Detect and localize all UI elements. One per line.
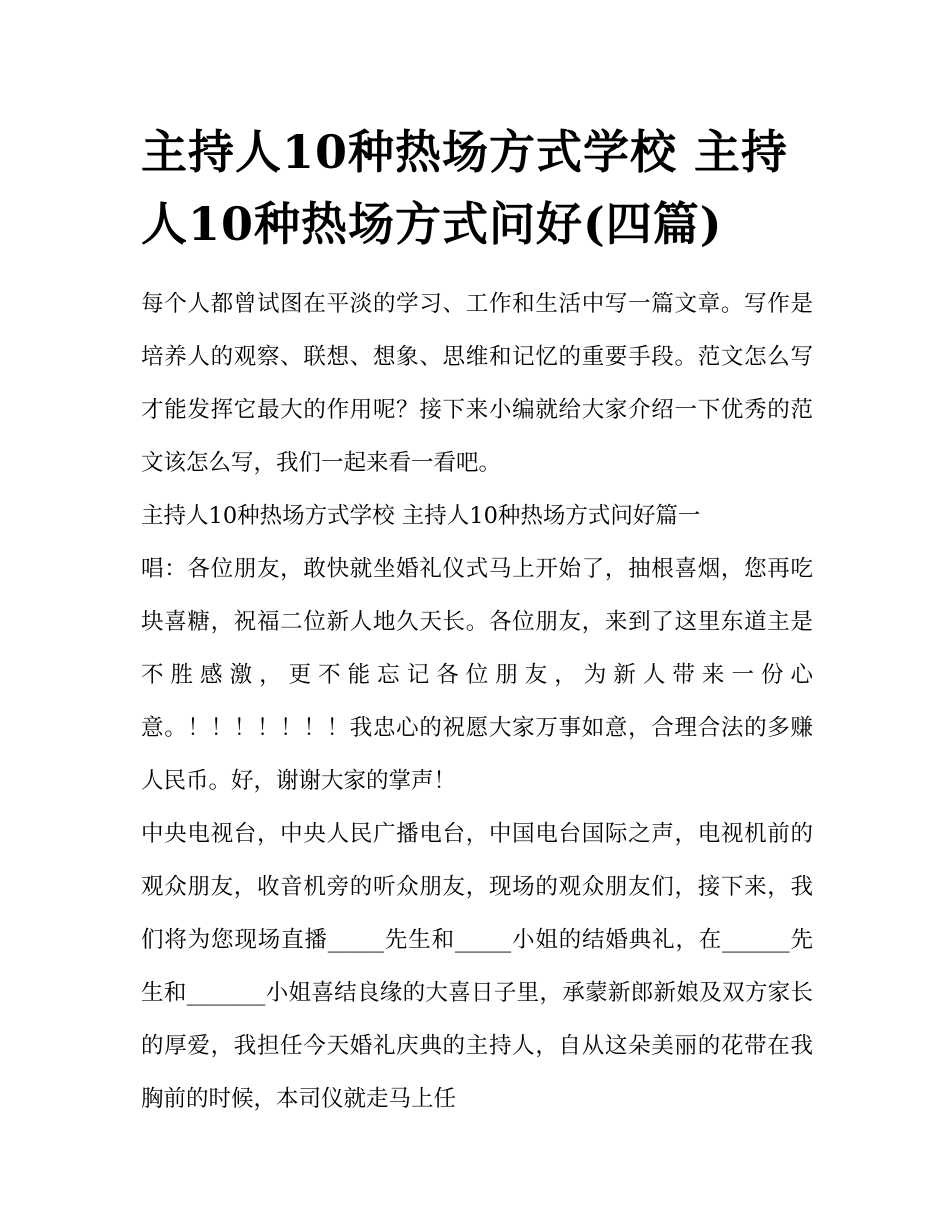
document-title: 主持人10种热场方式学校 主持人10种热场方式问好(四篇) [141,125,789,251]
body-paragraph: 唱：各位朋友，敢快就坐婚礼仪式马上开始了，抽根喜烟，您再吃块喜糖，祝福二位新人地久天长。各位朋友，来到了这里东道主是不胜感激，更不能忘记各位朋友，为新人带来一份心意。！！！！！！！我忠心的祝愿大家万事如意，合理合法的多赚人民币。好，谢谢大家的掌声！ [141,556,813,794]
section-heading: 主持人10种热场方式学校 主持人10种热场方式问好篇一 [141,503,701,529]
document-body [141,116,813,1126]
intro-paragraph: 每个人都曾试图在平淡的学习、工作和生活中写一篇文章。写作是培养人的观察、联想、想象、思维和记忆的重要手段。范文怎么写才能发挥它最大的作用呢？接下来小编就给大家介绍一下优秀的范文该怎么写，我们一起来看一看吧。 [141,291,813,476]
body-paragraph: 中央电视台，中央人民广播电台，中国电台国际之声，电视机前的观众朋友，收音机旁的听众朋友，现场的观众朋友们，接下来，我们将为您现场直播_____先生和_____小姐的结婚典礼，在______先生和_______小姐喜结良缘的大喜日子里，承蒙新郎新娘及双方家长的厚爱，我担任今天婚礼庆典的主持人，自从这朵美丽的花带在我胸前的时候，本司仪就走马上任 [141,821,813,1112]
